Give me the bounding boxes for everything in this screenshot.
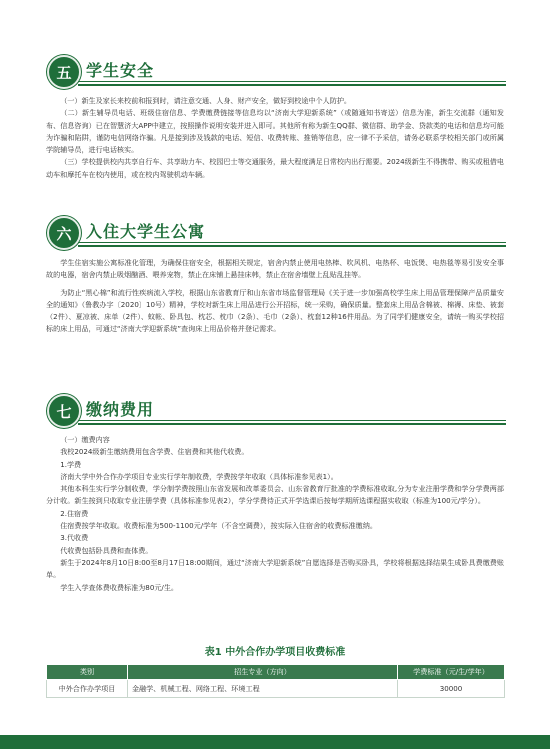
section6-body: [46, 257, 504, 336]
section-number-badge: 六: [47, 216, 81, 250]
table-header-row: [47, 665, 505, 680]
paragraph: 为防止“黑心棉”和流行性疾病流入学校，根据山东省教育厅和山东省市场监督管理局《关于进一步加强高校学生床上用品管理保障产品质量安全的通知》（鲁教办字〔2020〕10号）精神，学校对新生床上用品进行公开招标，统一采购，确保质量。整套床上用品含棉被、棉褥、床垫、被套（2件）、夏凉被、床单（2件）、蚊帐、卧具包、枕芯、枕巾（2条）、毛巾（2条）、枕套12种16件用品。为了同学们健康安全，请统一购买学校招标的床上用品，可通过“济南大学迎新系统”查询床上用品价格并登记需求。: [46, 287, 504, 334]
table-cell: 30000: [398, 680, 505, 698]
paragraph: 3.代收费: [60, 533, 89, 543]
column-header: 类别: [47, 665, 128, 680]
section-title: 学生安全: [86, 61, 155, 80]
paragraph: 2.住宿费: [60, 508, 89, 518]
section7-body: [46, 434, 504, 594]
section-title: 入住大学生公寓: [86, 222, 206, 241]
header-rule: [78, 242, 506, 243]
section-header: [0, 394, 550, 428]
paragraph: 1.学费: [60, 459, 82, 469]
section-header: [0, 55, 550, 89]
paragraph: 新生于2024年8月10日8:00至8月17日18:00期间，通过“济南大学迎新系统”自愿选择是否购买卧具，学校将根据选择结果生成卧具费缴费账单。: [46, 557, 504, 580]
column-header: 学费标准（元/生/学年）: [398, 665, 505, 680]
table-title: 表1 中外合作办学项目收费标准: [204, 647, 346, 658]
paragraph: （三）学校提供校内共享自行车、共享助力车、校园巴士等交通服务，最大程度满足日常校内出行需要。2024级新生不得携带、购买或租借电动车和摩托车在校内使用，或在校内驾驶机动车辆。: [46, 157, 504, 179]
table-cell: 中外合作办学项目: [47, 680, 128, 698]
header-rule: [78, 81, 506, 82]
fee-table: [46, 664, 505, 698]
table-row: [47, 680, 505, 698]
paragraph: （二）新生辅导员电话、班级住宿信息、学费缴费链接等信息均以“济南大学迎新系统”（或随通知书寄送）信息为准，新生交流群（通知发布、信息咨询）已在智慧济大APP中建立，按照操作说明安装并进入即可。其他所有称为新生QQ群、微信群、助学金、贷款类的电话和信息均可能为诈骗和陷阱，谨防电信网络诈骗。凡是接到涉及钱款的电话、短信、收费转账、推销等信息，应一律不予采信，请务必联系学校相关部门或所属学院辅导员，进行电话核实。: [46, 108, 504, 155]
paragraph: 学生住宿实施公寓标准化管理，为确保住宿安全，根据相关规定，宿舍内禁止使用电热棒、吹风机、电热杯、电饭煲、电热毯等易引发安全事故的电器，宿舍内禁止吸烟酗酒、喂养宠物，禁止在床铺上悬挂床帏，禁止在宿舍墙壁上乱贴乱挂等。: [46, 258, 504, 280]
paragraph: 学生入学查体费收费标准为80元/生。: [60, 582, 179, 592]
paragraph: 住宿费按学年收取。收费标准为500-1100元/学年（不含空调费），按实际入住宿舍的收费标准缴纳。: [60, 521, 377, 531]
paragraph: 代收费包括卧具费和查体费。: [60, 545, 153, 555]
section5-body: [46, 95, 504, 181]
header-rule-thick: [78, 245, 506, 247]
section-dormitory: [0, 216, 550, 250]
section-number-badge: 五: [47, 55, 81, 89]
section-number-badge: 七: [47, 394, 81, 428]
column-header: 招生专业（方向）: [128, 665, 398, 680]
paragraph: （一）新生及家长来校前和报到时，请注意交通、人身、财产安全，做好到校途中个人防护。: [60, 96, 352, 105]
table-cell: 金融学、机械工程、网络工程、环境工程: [128, 680, 398, 698]
section-fees: [0, 394, 550, 428]
section-student-safety: [0, 55, 550, 89]
header-rule: [78, 420, 506, 421]
paragraph: 其他本科生实行学分制收费，学分制学费按照山东省发展和改革委员会、山东省教育厅批准的学费标准收取,分为专业注册学费和学分学费两部分计收。新生按到只收取专业注册学费（具体标准参见表2），学分学费待正式开学选课后按每学期所选课程据实收取（标准为100元/学分）。: [46, 484, 504, 506]
paragraph: 我校2024级新生缴纳费用包含学费、住宿费和其他代收费。: [60, 447, 249, 457]
section-header: [0, 216, 550, 250]
section-title: 缴纳费用: [86, 400, 155, 419]
header-rule-thick: [78, 423, 506, 425]
header-rule-thick: [78, 84, 506, 86]
paragraph: 济南大学中外合作办学项目专业实行学年制收费，学费按学年收取（具体标准参见表1）。: [60, 471, 338, 481]
footer-bar: [0, 735, 550, 749]
paragraph: （一）缴费内容: [60, 435, 110, 444]
